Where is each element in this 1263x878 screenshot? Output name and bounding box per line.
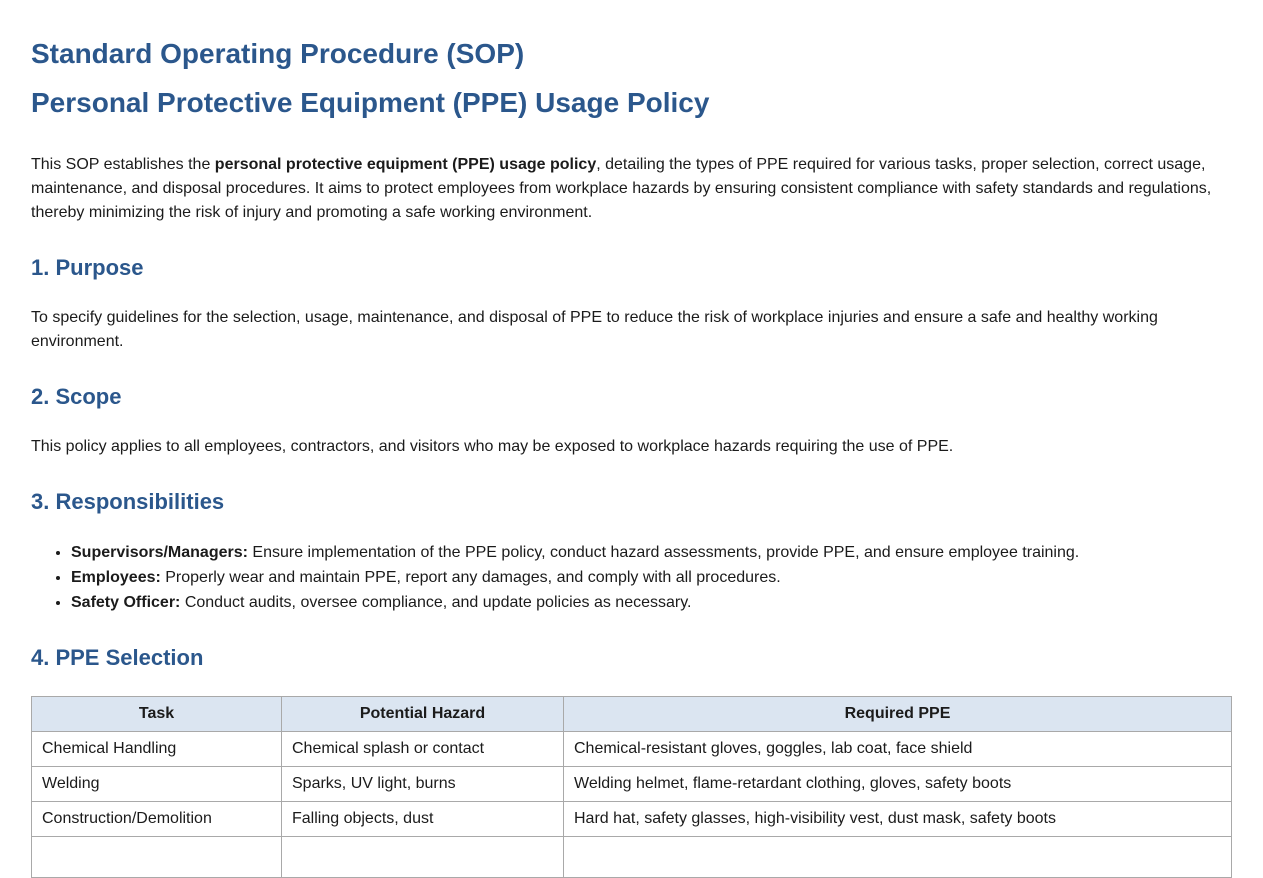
table-cell-required-ppe: Welding helmet, flame-retardant clothing, gloves, safety boots bbox=[564, 767, 1232, 802]
table-cell-task bbox=[32, 837, 282, 878]
section-heading-ppe-selection: 4. PPE Selection bbox=[31, 645, 204, 670]
table-cell-task: Chemical Handling bbox=[32, 732, 282, 767]
table-row bbox=[32, 732, 1232, 767]
table-row-cutoff bbox=[32, 837, 1232, 878]
list-item-text: Properly wear and maintain PPE, report any damages, and comply with all procedures. bbox=[160, 569, 781, 586]
list-item-label: Employees: bbox=[71, 569, 161, 586]
section-heading-purpose: 1. Purpose bbox=[31, 255, 144, 280]
list-item bbox=[71, 565, 1232, 590]
table-cell-task: Construction/Demolition bbox=[32, 802, 282, 837]
table-cell-hazard: Falling objects, dust bbox=[282, 802, 564, 837]
intro-bold-phrase: personal protective equipment (PPE) usage policy bbox=[214, 156, 597, 173]
table-row bbox=[32, 767, 1232, 802]
table-cell-required-ppe: Hard hat, safety glasses, high-visibility vest, dust mask, safety boots bbox=[564, 802, 1232, 837]
table-cell-hazard: Sparks, UV light, burns bbox=[282, 767, 564, 802]
scope-paragraph: This policy applies to all employees, contractors, and visitors who may be exposed to workplace hazards requiring the use of PPE. bbox=[31, 438, 954, 455]
responsibilities-list bbox=[31, 540, 1232, 615]
list-item-text: Ensure implementation of the PPE policy, conduct hazard assessments, provide PPE, and ensure employee training. bbox=[247, 544, 1080, 561]
intro-text-before: This SOP establishes the bbox=[31, 156, 215, 173]
table-cell-hazard bbox=[282, 837, 564, 878]
table-cell-task: Welding bbox=[32, 767, 282, 802]
table-header-potential-hazard: Potential Hazard bbox=[282, 697, 564, 732]
list-item-text: Conduct audits, oversee compliance, and update policies as necessary. bbox=[180, 594, 692, 611]
document-subtitle: Personal Protective Equipment (PPE) Usage Policy bbox=[31, 87, 710, 118]
section-heading-scope: 2. Scope bbox=[31, 384, 122, 409]
purpose-paragraph: To specify guidelines for the selection, usage, maintenance, and disposal of PPE to reduce the risk of workplace injuries and ensure a safe and healthy working environment. bbox=[31, 309, 1158, 350]
table-header-required-ppe: Required PPE bbox=[564, 697, 1232, 732]
table-cell-required-ppe: Chemical-resistant gloves, goggles, lab coat, face shield bbox=[564, 732, 1232, 767]
table-cell-required-ppe bbox=[564, 837, 1232, 878]
table-row bbox=[32, 802, 1232, 837]
list-item-label: Safety Officer: bbox=[71, 594, 181, 611]
table-cell-hazard: Chemical splash or contact bbox=[282, 732, 564, 767]
table-header-task: Task bbox=[32, 697, 282, 732]
section-heading-responsibilities: 3. Responsibilities bbox=[31, 489, 225, 514]
table-header-row bbox=[32, 697, 1232, 732]
list-item-label: Supervisors/Managers: bbox=[71, 544, 248, 561]
document-title: Standard Operating Procedure (SOP) bbox=[31, 38, 525, 69]
ppe-selection-table bbox=[31, 696, 1232, 878]
intro-paragraph bbox=[31, 153, 1232, 225]
list-item bbox=[71, 540, 1232, 565]
list-item bbox=[71, 590, 1232, 615]
intro-text-after: , detailing the types of PPE required for various tasks, proper selection, correct usage, maintenance, and disposal procedures. It aims to protect employees from workplace hazards by ensuring consistent compliance with safety standards and regulations, thereby minimizing the risk of injury and promoting a safe working environment. bbox=[31, 156, 1212, 221]
